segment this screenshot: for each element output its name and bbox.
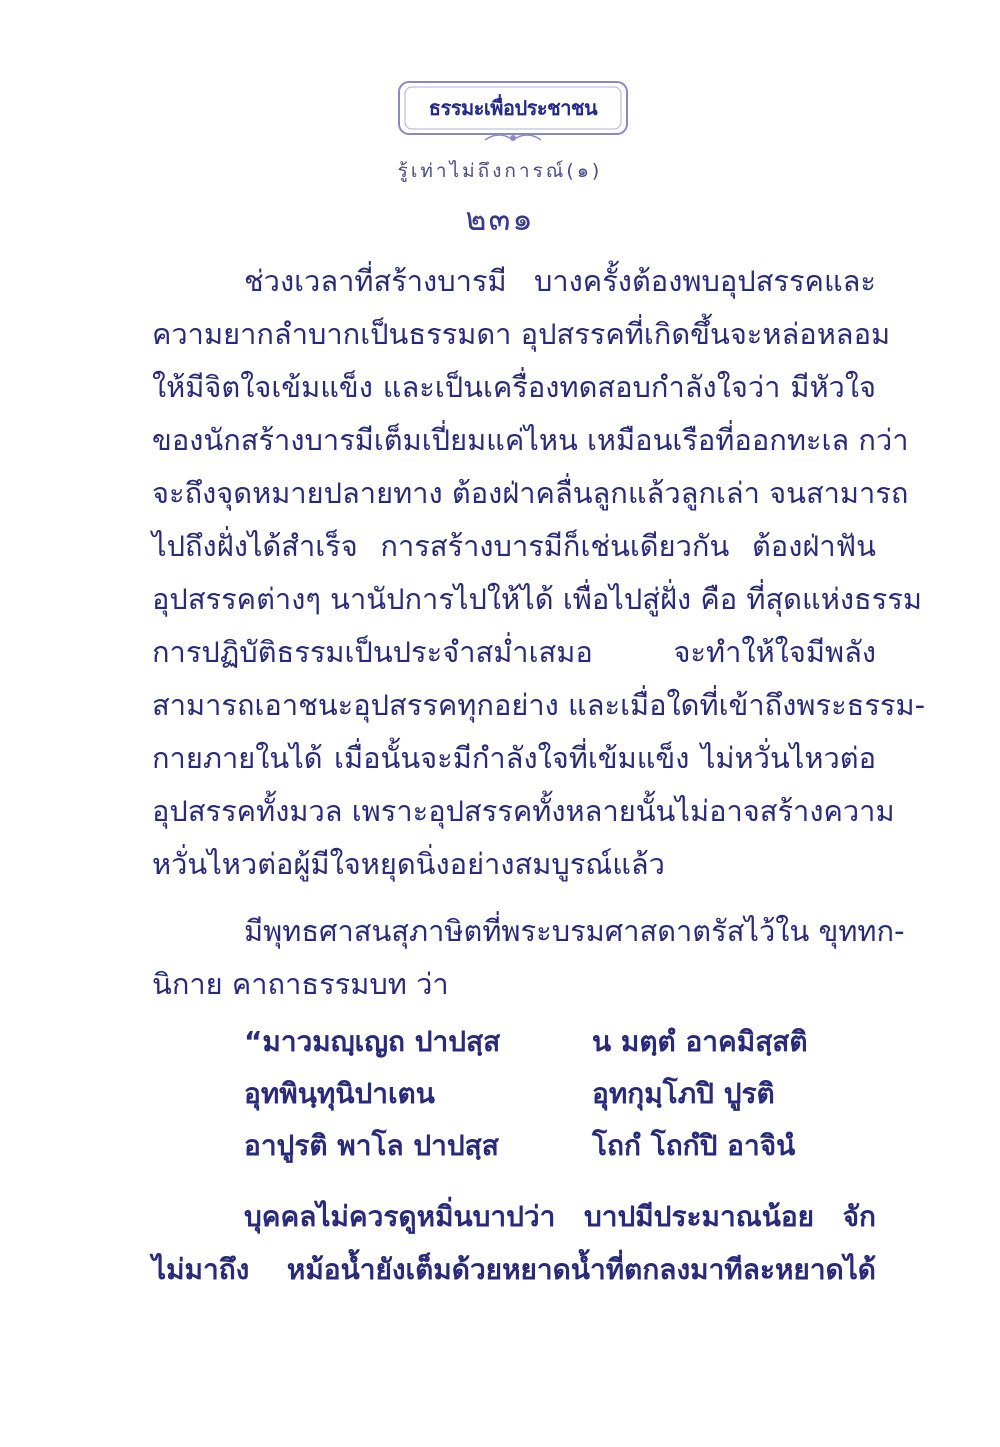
verse-row	[244, 1120, 884, 1172]
verse-left: อุทพินฺทุนิปาเตน	[244, 1077, 435, 1110]
text-line: หวั่นไหวต่อผู้มีใจหยุดนิ่งอย่างสมบูรณ์แล้ว	[152, 847, 665, 881]
verse-translation	[152, 1190, 876, 1296]
text-line: ช่วงเวลาที่สร้างบารมี บางครั้งต้องพบอุปสรรคและ	[244, 264, 876, 298]
text-line: ความยากลำบากเป็นธรรมดา อุปสรรคที่เกิดขึ้นจะหล่อหลอม	[152, 317, 891, 351]
text-line: การปฏิบัติธรรมเป็นประจำสม่ำเสมอ จะทำให้ใจมีพลัง	[152, 635, 876, 669]
paragraph-2	[152, 905, 905, 1011]
verse-left: อาปูรติ พาโล ปาปสฺส	[244, 1129, 499, 1162]
text-line: กายภายในได้ เมื่อนั้นจะมีกำลังใจที่เข้มแข็ง ไม่หวั่นไหวต่อ	[152, 741, 876, 775]
verse-row	[244, 1016, 884, 1068]
text-line: อุปสรรคทั้งมวล เพราะอุปสรรคทั้งหลายนั้นไม่อาจสร้างความ	[152, 794, 895, 828]
paragraph-1	[152, 255, 926, 891]
text-line: มีพุทธศาสนสุภาษิตที่พระบรมศาสดาตรัสไว้ใน ขุททก-	[244, 914, 905, 948]
verse-left: “มาวมญฺเญถ ปาปสฺส	[244, 1025, 501, 1058]
text-line: ไม่มาถึง หม้อน้ำยังเต็มด้วยหยาดน้ำที่ตกลงมาทีละหยาดได้	[152, 1253, 876, 1286]
text-line: นิกาย คาถาธรรมบท ว่า	[152, 967, 449, 1001]
page-number: ๒๓๑	[465, 200, 535, 238]
text-line: ให้มีจิตใจเข้มแข็ง และเป็นเครื่องทดสอบกำลังใจว่า มีหัวใจ	[152, 370, 876, 404]
verse-right: อุทกุมฺโภปิ ปูรติ	[592, 1077, 775, 1110]
verse-right: โถกํ โถกํปิ อาจินํ	[592, 1129, 796, 1162]
logo-text: ธรรมะเพื่อประชาชน	[428, 96, 598, 120]
verse-right: น มตฺตํ อาคมิสฺสติ	[592, 1025, 808, 1058]
chapter-subtitle: รู้เท่าไม่ถึงการณ์(๑)	[397, 160, 603, 182]
text-line: ของนักสร้างบารมีเต็มเปี่ยมแค่ไหน เหมือนเรือที่ออกทะเล กว่า	[152, 423, 909, 457]
logo	[393, 78, 633, 150]
text-line: สามารถเอาชนะอุปสรรคทุกอย่าง และเมื่อใดที่เข้าถึงพระธรรม-	[152, 688, 926, 722]
pali-verse	[244, 1016, 884, 1172]
text-line: อุปสรรคต่างๆ นานัปการไปให้ได้ เพื่อไปสู่ฝั่ง คือ ที่สุดแห่งธรรม	[152, 582, 922, 616]
verse-row	[244, 1068, 884, 1120]
text-line: บุคคลไม่ควรดูหมิ่นบาปว่า บาปมีประมาณน้อย จัก	[244, 1200, 876, 1233]
text-line: ไปถึงฝั่งได้สำเร็จ การสร้างบารมีก็เช่นเดียวกัน ต้องฝ่าฟัน	[152, 529, 876, 563]
text-line: จะถึงจุดหมายปลายทาง ต้องฝ่าคลื่นลูกแล้วลูกเล่า จนสามารถ	[152, 476, 909, 510]
